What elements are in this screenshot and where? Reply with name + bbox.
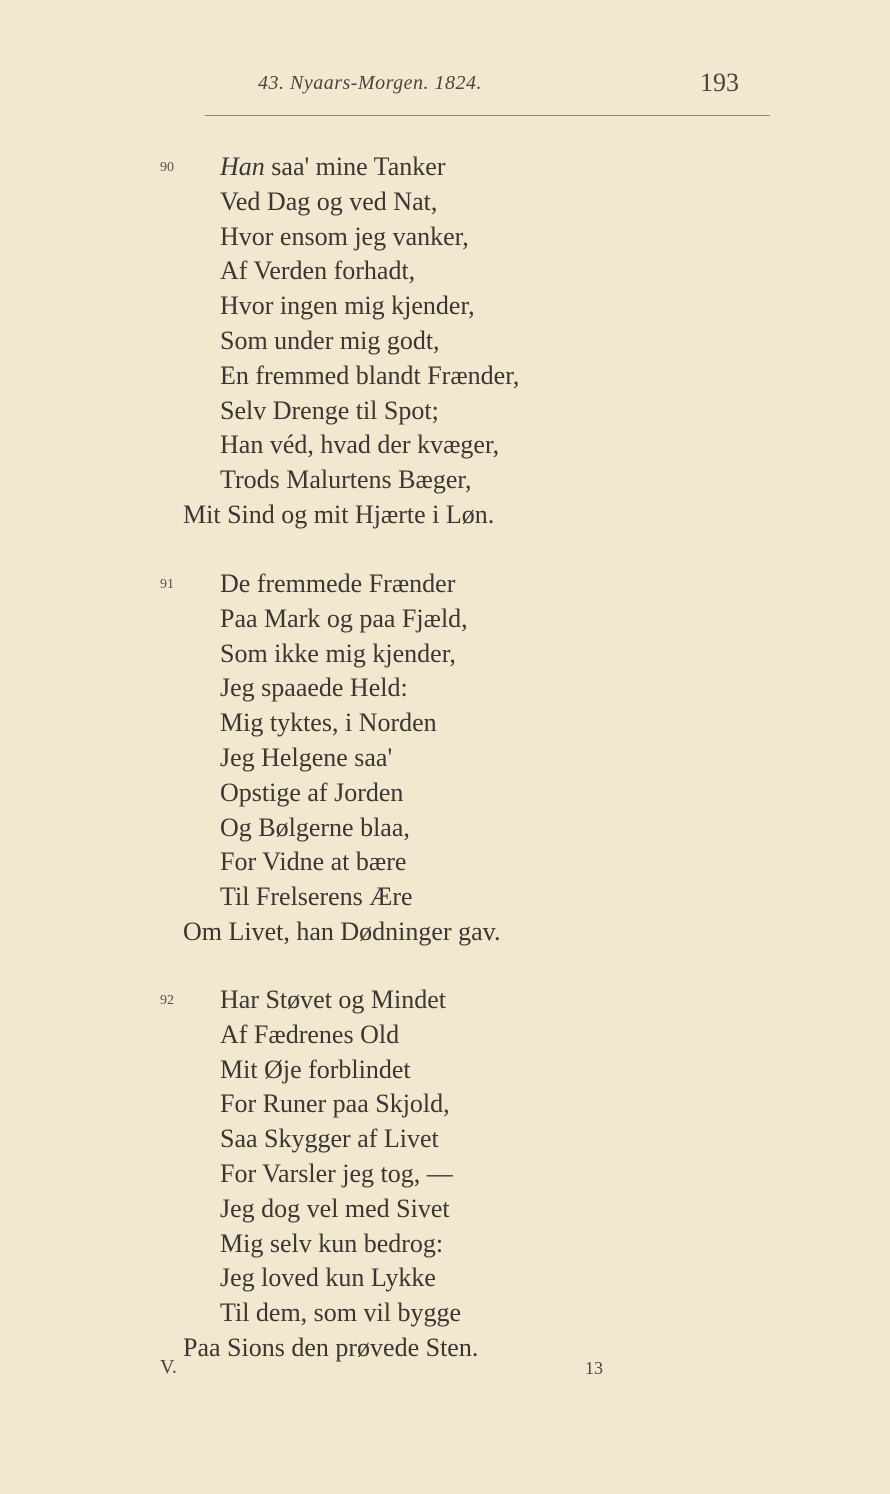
verse-text: Har Støvet og Mindet xyxy=(220,985,447,1014)
verse-line xyxy=(160,1192,810,1227)
verse-text: Til Frelserens Ære xyxy=(220,882,413,912)
verse-text: Selv Drenge til Spot; xyxy=(220,395,439,425)
verse-line xyxy=(160,1087,810,1122)
verse-text: Trods Malurtens Bæger, xyxy=(220,465,472,495)
verse-text: Af Fædrenes Old xyxy=(220,1019,400,1049)
verse-line xyxy=(160,498,810,533)
verse-text: Jeg dog vel med Sivet xyxy=(220,1193,450,1223)
verse-text: Mit Sind og mit Hjærte i Løn. xyxy=(183,499,495,529)
stanza xyxy=(160,150,810,533)
verse-line xyxy=(160,1227,810,1262)
verse-line xyxy=(160,1122,810,1157)
verse-line xyxy=(160,324,810,359)
verse-line xyxy=(160,637,810,672)
verse-text: For Runer paa Skjold, xyxy=(220,1089,450,1119)
verse-text: Og Bølgerne blaa, xyxy=(220,812,410,842)
stanza-number: 91 xyxy=(160,577,174,592)
verse-line xyxy=(160,394,810,429)
verse-text: Mit Øje forblindet xyxy=(220,1054,411,1084)
verse-text: saa' mine Tanker xyxy=(264,152,446,181)
verse-line xyxy=(160,602,810,637)
verse-text: Om Livet, han Dødninger gav. xyxy=(183,916,501,946)
verse-text: Paa Mark og paa Fjæld, xyxy=(220,603,468,633)
signature-mark: V. xyxy=(160,1356,177,1378)
stanza-number: 90 xyxy=(160,160,174,175)
verse-line xyxy=(160,220,810,255)
header-rule xyxy=(205,115,770,116)
verse-text: For Varsler jeg tog, — xyxy=(220,1158,453,1188)
italic-word: Han xyxy=(220,152,265,181)
verse-text: Jeg Helgene saa' xyxy=(220,742,393,772)
verse-line xyxy=(160,671,810,706)
verse-line xyxy=(160,915,810,950)
page-number: 193 xyxy=(700,68,739,97)
verse-text: Opstige af Jorden xyxy=(220,777,404,807)
verse-line xyxy=(160,811,810,846)
verse-text: Ved Dag og ved Nat, xyxy=(220,186,438,216)
verse-line xyxy=(160,983,810,1018)
verse-line xyxy=(160,359,810,394)
verse-text: Han véd, hvad der kvæger, xyxy=(220,430,500,460)
verse-line xyxy=(160,463,810,498)
verse-line xyxy=(160,1331,810,1366)
verse-line xyxy=(160,845,810,880)
verse-text: Saa Skygger af Livet xyxy=(220,1124,439,1154)
verse-line xyxy=(160,428,810,463)
verse-text: Som under mig godt, xyxy=(220,325,440,355)
verse-text: Paa Sions den prøvede Sten. xyxy=(183,1332,479,1362)
verse-line xyxy=(160,1053,810,1088)
verse-line xyxy=(160,289,810,324)
verse-text: Mig selv kun bedrog: xyxy=(220,1228,444,1258)
stanza xyxy=(160,567,810,950)
verse-text: Jeg spaaede Held: xyxy=(220,673,408,703)
verse-text: Jeg loved kun Lykke xyxy=(220,1263,436,1293)
verse-text: For Vidne at bære xyxy=(220,847,407,877)
verse-text: De fremmede Frænder xyxy=(220,569,456,598)
signature-number: 13 xyxy=(585,1358,603,1378)
verse-line xyxy=(160,567,810,602)
verse-line xyxy=(160,776,810,811)
verse-line xyxy=(160,706,810,741)
verse-line xyxy=(160,185,810,220)
verse-text: Mig tyktes, i Norden xyxy=(220,708,437,738)
verse-line xyxy=(160,1296,810,1331)
running-header xyxy=(0,68,890,102)
verse-line xyxy=(160,741,810,776)
verse-text: Af Verden forhadt, xyxy=(220,256,416,286)
verse-line xyxy=(160,880,810,915)
verse-line xyxy=(160,1018,810,1053)
stanza-number: 92 xyxy=(160,993,174,1008)
verse-text: Som ikke mig kjender, xyxy=(220,638,456,668)
verse-text: Til dem, som vil bygge xyxy=(220,1298,462,1328)
verse-text: En fremmed blandt Frænder, xyxy=(220,360,520,390)
verse-text: Hvor ingen mig kjender, xyxy=(220,291,475,321)
verse-line xyxy=(160,1157,810,1192)
verse-text: Hvor ensom jeg vanker, xyxy=(220,221,469,251)
verse-line xyxy=(160,150,810,185)
verse-line xyxy=(160,254,810,289)
running-title: 43. Nyaars-Morgen. 1824. xyxy=(258,72,483,94)
stanza xyxy=(160,983,810,1366)
verse-line xyxy=(160,1261,810,1296)
